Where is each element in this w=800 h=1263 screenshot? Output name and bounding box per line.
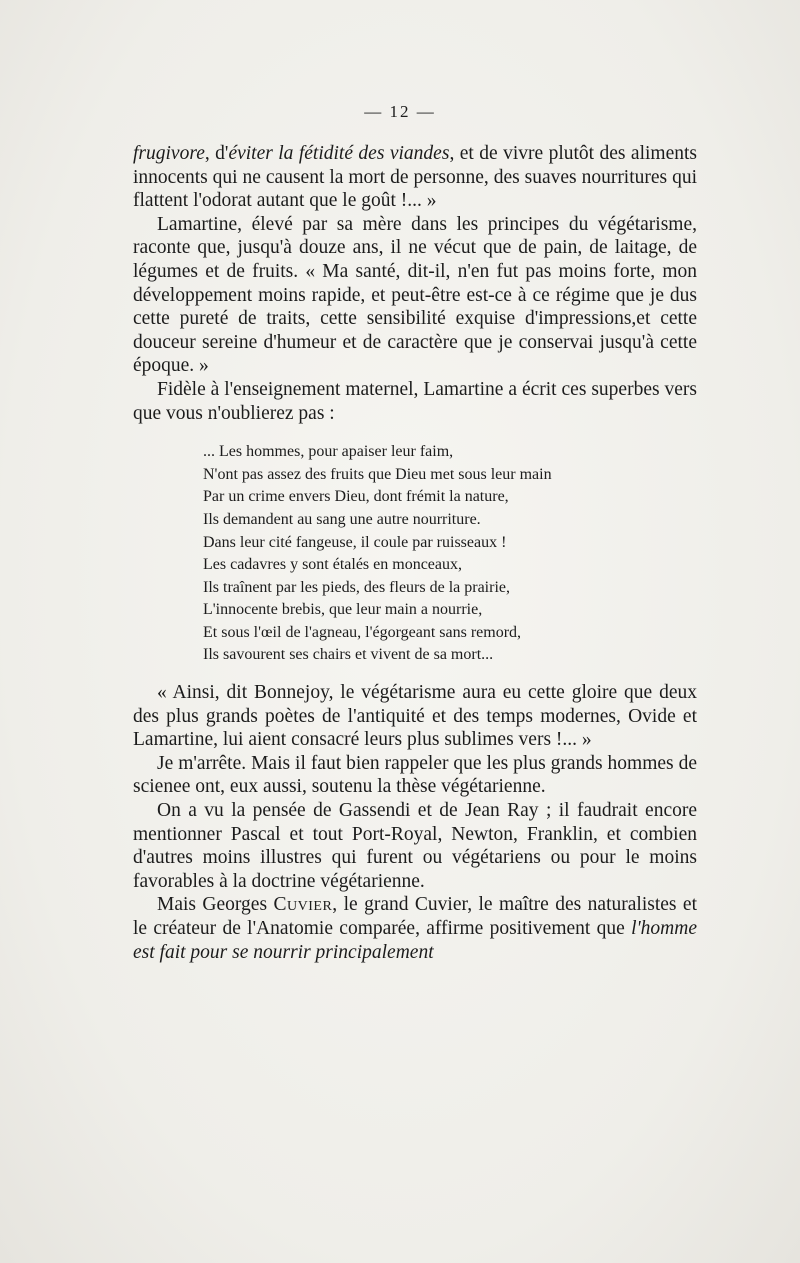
italic-eviter: éviter la fétidité des viandes bbox=[228, 143, 450, 164]
verse-line: Les cadavres y sont étalés en monceaux, bbox=[203, 556, 463, 574]
verse-line: Ils demandent au sang une autre nourriture. bbox=[203, 510, 481, 528]
verse-line: Dans leur cité fangeuse, il coule par ruisseaux ! bbox=[203, 533, 507, 551]
verse-line: Et sous l'œil de l'agneau, l'égorgeant sans remord, bbox=[203, 623, 522, 641]
verse-line: Ils savourent ses chairs et vivent de sa mort... bbox=[203, 646, 494, 664]
paragraph-1 bbox=[133, 142, 697, 213]
italic-homme: l'homme est fait pour se nourrir principalement bbox=[133, 918, 697, 963]
paragraph-7-text-b: , le grand Cuvier, le maître des naturalistes et le créateur de l'Anatomie comparée, affirme positivement que bbox=[133, 894, 697, 939]
paragraph-1-text-b: , et de vivre plutôt des aliments innocents qui ne causent la mort de personne, des suaves nourritures qui flattent l'odorat autant que le goût !... » bbox=[133, 143, 698, 212]
verse-line: Par un crime envers Dieu, dont frémit la nature, bbox=[203, 488, 509, 506]
paragraph-7-text-a: Mais Georges bbox=[157, 894, 274, 916]
paragraph-3: Fidèle à l'enseignement maternel, Lamartine a écrit ces superbes vers que vous n'oublierez pas : bbox=[133, 378, 697, 424]
paragraph-5: Je m'arrête. Mais il faut bien rappeler que les plus grands hommes de scienee ont, eux aussi, soutenu la thèse végétarienne. bbox=[133, 752, 697, 798]
paragraph-7 bbox=[133, 893, 697, 964]
paragraph-4: « Ainsi, dit Bonnejoy, le végétarisme aura eu cette gloire que deux des plus grands poètes de l'antiquité et des temps modernes, Ovide et Lamartine, lui aient consacré leurs plus sublimes vers !... » bbox=[133, 682, 697, 751]
verse-line: Ils traînent par les pieds, des fleurs de la prairie, bbox=[203, 578, 510, 596]
verse-line: ... Les hommes, pour apaiser leur faim, bbox=[203, 443, 454, 461]
italic-frugivore: frugivore bbox=[133, 143, 205, 164]
paragraph-2: Lamartine, élevé par sa mère dans les principes du végétarisme, raconte que, jusqu'à douze ans, il ne vécut que de pain, de laitage, de légumes et de fruits. « Ma santé, dit-il, n'en fut pas moins forte, mon développement moins rapide, et peut-être est-ce à ce régime que je dus cette pureté de traits, cette sensibilité exquise d'impressions,et cette douceur sereine d'humeur et de caractère que je conservai jusqu'à cette époque. » bbox=[133, 213, 697, 377]
page-number: — 12 — bbox=[364, 102, 436, 121]
verse-quote bbox=[203, 441, 697, 667]
paragraph-6: On a vu la pensée de Gassendi et de Jean Ray ; il faudrait encore mentionner Pascal et tout Port-Royal, Newton, Franklin, et combien d'autres moins illustres qui furent ou végétariens ou pour le moins favorables à la doctrine végétarienne. bbox=[133, 800, 697, 892]
paragraph-1-text-a: , d' bbox=[204, 143, 229, 164]
name-cuvier: Cuvier bbox=[273, 894, 333, 916]
verse-line: N'ont pas assez des fruits que Dieu met sous leur main bbox=[203, 465, 552, 483]
page-body bbox=[133, 142, 697, 964]
verse-line: L'innocente brebis, que leur main a nourrie, bbox=[203, 601, 483, 619]
